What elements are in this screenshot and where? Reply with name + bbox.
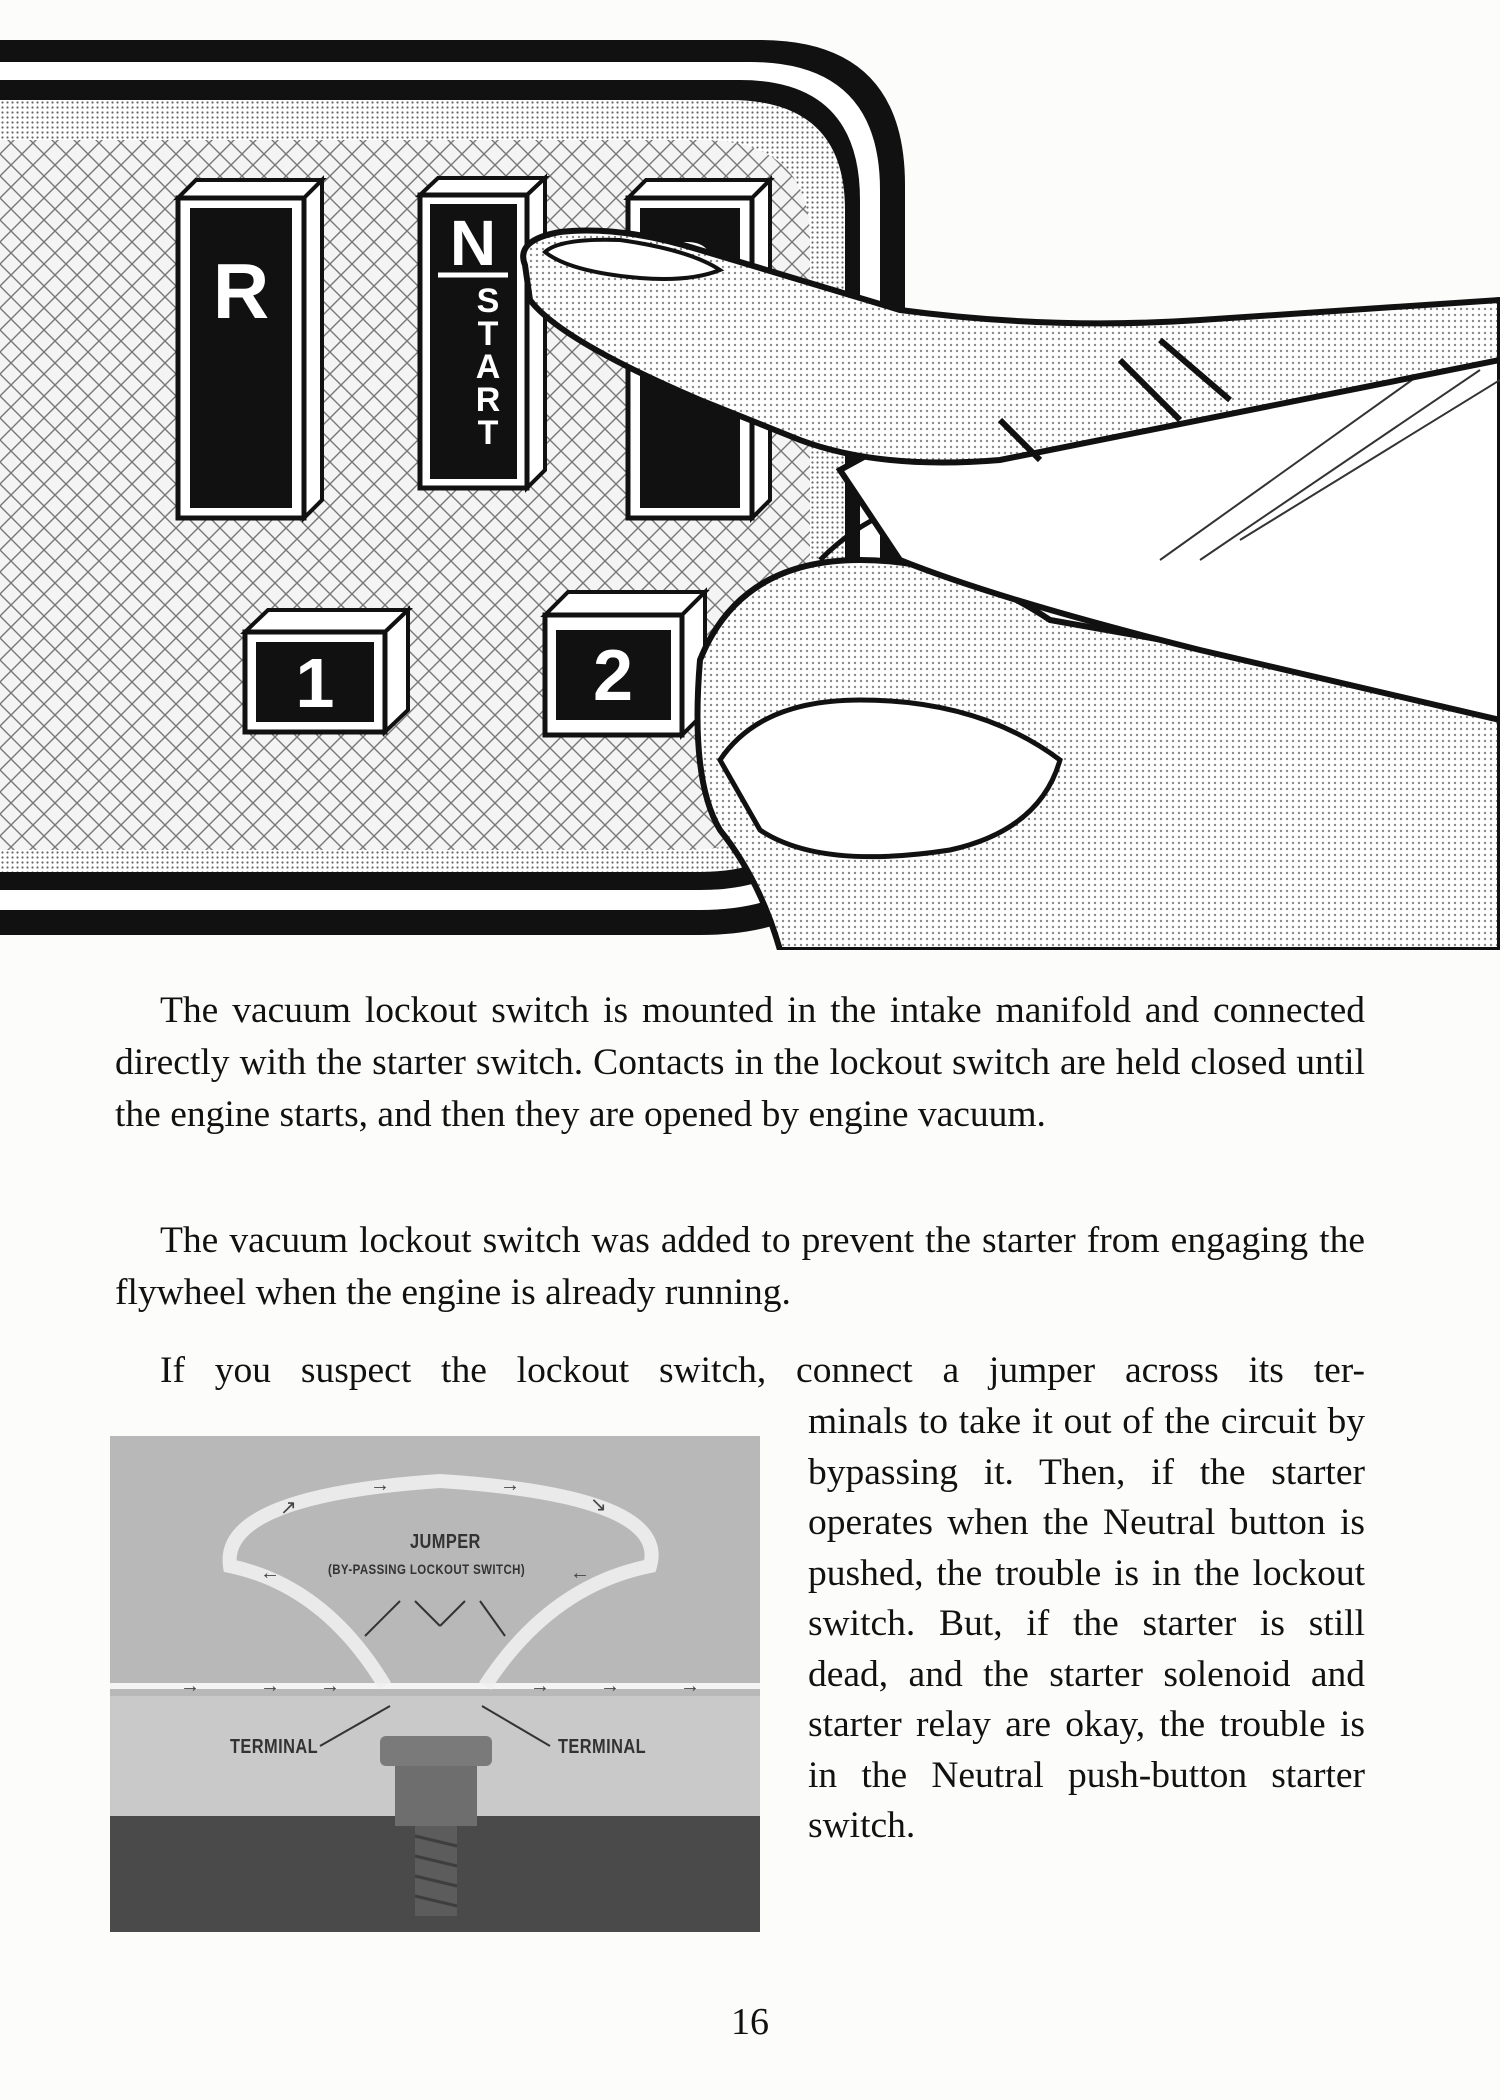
jumper-diagram-photo [110, 1436, 760, 1932]
second-gear-button[interactable] [545, 592, 705, 735]
svg-text:→: → [500, 1474, 520, 1496]
start-letter-r: R [475, 381, 501, 419]
svg-text:→: → [530, 1675, 550, 1697]
paragraph-jumper-test-lead: If you suspect the lockout switch, connect a jumper across its ter- [160, 1350, 1365, 1391]
start-letter-s: S [476, 282, 500, 320]
paragraph-lockout-purpose: The vacuum lockout switch was added to prevent the starter from engaging the flywheel when the engine is already running. [115, 1220, 1365, 1313]
first-gear-label: 1 [295, 644, 335, 722]
svg-text:←: ← [260, 1562, 280, 1584]
svg-text:→: → [600, 1675, 620, 1697]
neutral-button-label: N [449, 207, 497, 279]
jumper-label: JUMPER [410, 1531, 481, 1553]
svg-text:→: → [260, 1675, 280, 1697]
svg-text:→: → [680, 1675, 700, 1697]
paragraph-jumper-test-continued: minals to take it out of the circuit by bypassing it. Then, if the starter operates when the Neutral button is pushed, the trouble is in the lockout switch. But, if the starter is still dead, and the starter solenoid and starter relay are okay, the trouble is in the Neutral push-button starter switch. [808, 1401, 1365, 1846]
svg-text:→: → [370, 1474, 390, 1496]
start-letter-a: A [475, 348, 501, 386]
start-letter-t1: T [477, 315, 499, 353]
neutral-start-button[interactable] [420, 178, 545, 488]
start-letter-t2: T [477, 414, 499, 452]
svg-text:↘: ↘ [590, 1494, 607, 1516]
terminal-right-label: TERMINAL [558, 1736, 647, 1758]
reverse-button-label: R [212, 247, 270, 335]
page-number: 16 [731, 2001, 769, 2043]
reverse-button[interactable] [178, 180, 322, 518]
svg-text:←: ← [570, 1562, 590, 1584]
svg-text:→: → [320, 1675, 340, 1697]
first-gear-button[interactable] [245, 610, 408, 732]
second-gear-label: 2 [592, 636, 634, 716]
paragraph-vacuum-lockout-mounting: The vacuum lockout switch is mounted in the intake manifold and connected directly with the starter switch. Contacts in the lockout switch are held closed until the engine starts, and then they are opened by engine vacuum. [115, 990, 1365, 1135]
svg-text:→: → [180, 1675, 200, 1697]
svg-text:↗: ↗ [280, 1497, 297, 1519]
terminal-left-label: TERMINAL [230, 1736, 319, 1758]
bypass-label: (BY-PASSING LOCKOUT SWITCH) [328, 1561, 526, 1577]
push-button-illustration [0, 0, 1500, 950]
